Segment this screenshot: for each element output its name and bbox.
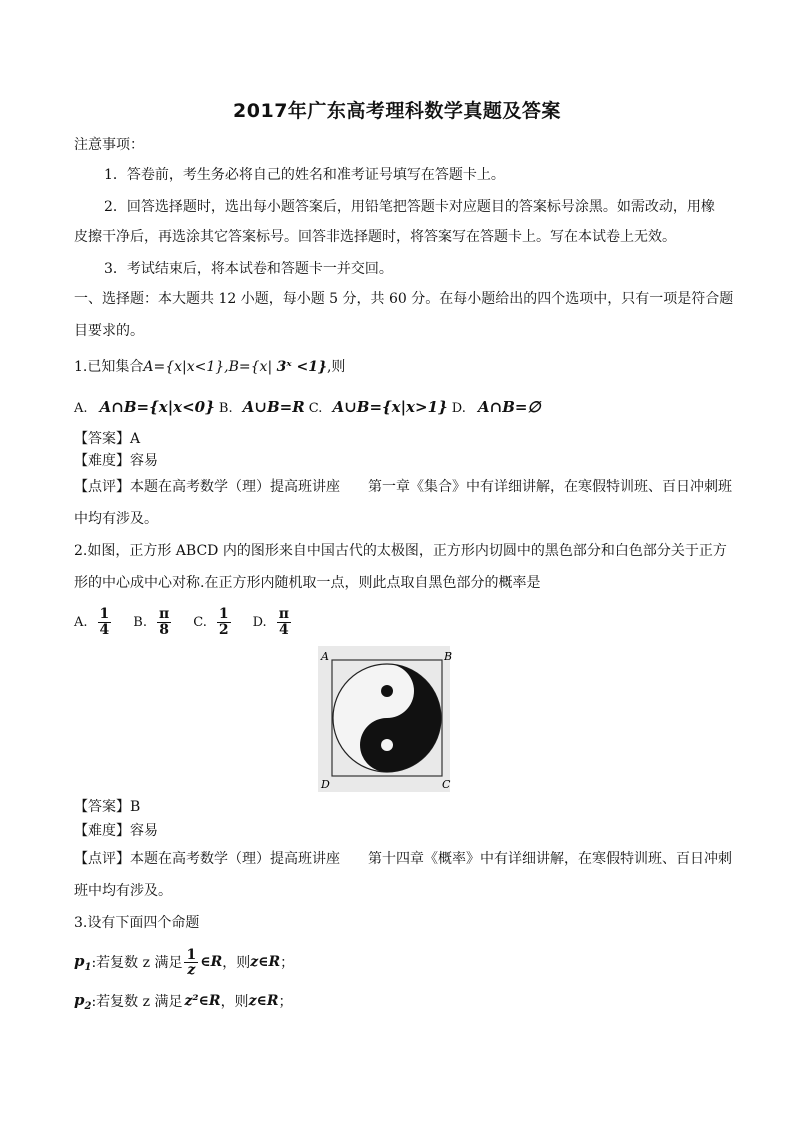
taiji-symbol [333,664,441,772]
q2-comment-line-1: 【点评】本题在高考数学（理）提高班讲座 第十四章《概率》中有详细讲解，在寒假特训班、百日冲刺 [74,851,732,867]
q2-stem-line-2: 形的中心成中心对称.在正方形内随机取一点，则此点取自黑色部分的概率是 [74,575,541,591]
proposition-index: 2 [84,1000,92,1012]
fraction-denominator: z [187,961,196,978]
notice-item-2-line-2: 皮擦干净后，再选涂其它答案标号。回答非选择题时，将答案写在答题卡上。写在本试卷上无效。 [74,229,676,245]
q2-answer: 【答案】B [74,799,141,815]
q1-stem-suffix: ,则 [326,359,346,375]
reciprocal-fraction [184,948,198,977]
q1-comment-line-1: 【点评】本题在高考数学（理）提高班讲座 第一章《集合》中有详细讲解，在寒假特训班、百日冲刺班 [74,479,732,495]
q1-stem-prefix: 1.已知集合 [74,359,144,375]
q1-option-d: A∩B=∅ [478,398,541,416]
proposition-then: ，则 [220,994,249,1010]
q1-option-a: A∩B={x|x<0} [99,398,215,416]
fraction-numerator: 1 [186,946,197,963]
q1-set-b-math: 3ˣ <1} [276,359,327,375]
q3-proposition-1 [74,942,294,982]
page-title: 2017年广东高考理科数学真题及答案 [233,100,561,122]
q2-option-fraction [157,607,171,638]
q2-option-d [253,607,291,638]
q2-option-fraction [217,607,231,638]
fraction-numerator: 1 [99,605,110,622]
q2-stem-line-1: 2.如图，正方形 ABCD 内的图形来自中国古代的太极图，正方形内切圆中的黑色部分和白色部分关于正方 [74,543,727,559]
proposition-conclusion: z∈R [248,993,279,1009]
fraction-numerator: π [158,605,170,622]
proposition-end: ； [280,955,295,971]
vertex-label-b: B [444,650,453,663]
fraction-denominator: 2 [218,621,229,638]
notice-heading: 注意事项： [74,137,144,153]
q1-options [74,398,724,418]
q3-stem: 3.设有下面四个命题 [74,915,200,931]
q1-option-b-label: B. [218,401,233,416]
fraction-numerator: π [278,605,289,622]
taiji-figure [318,646,453,792]
q1-set-b-prefix: B={x| [228,359,273,375]
q1-option-a-label: A. [74,401,88,416]
fraction-denominator: 4 [99,621,110,638]
q1-option-c-label: C. [308,401,323,416]
q2-option-label: D. [252,614,267,630]
q1-option-c: A∪B={x|x>1} [332,398,448,416]
q2-options [74,604,313,640]
proposition-end: ； [278,994,293,1010]
q2-option-label: C. [193,614,207,630]
q2-comment-line-2: 班中均有涉及。 [74,883,172,899]
q1-set-a: A={x|x<1}, [143,359,229,375]
q2-option-c [193,607,230,638]
proposition-name [74,991,91,1012]
q2-option-fraction [98,607,112,638]
proposition-name [74,952,91,973]
proposition-text: :若复数 z 满足 [91,955,183,971]
proposition-then: ，则 [222,955,251,971]
q1-option-d-label: D. [451,401,466,416]
q3-proposition-2 [74,988,293,1014]
proposition-letter: p [74,951,85,970]
q2-option-b [133,607,171,638]
q2-option-a [74,607,111,638]
white-dot [381,739,393,751]
notice-item-3: 3．考试结束后，将本试卷和答题卡一并交回。 [104,261,393,277]
proposition-condition: z²∈R [184,993,221,1009]
q1-answer: 【答案】A [74,431,141,447]
section-heading-line-1: 一、选择题：本大题共 12 小题，每小题 5 分，共 60 分。在每小题给出的四个选项中，只有一项是符合题 [74,291,734,307]
q1-option-b: A∪B=R [242,398,305,416]
notice-item-2-line-1: 2．回答选择题时，选出每小题答案后，用铅笔把答题卡对应题目的答案标号涂黑。如需改动，用橡 [104,199,715,215]
proposition-condition: ∈R [200,954,223,970]
q1-difficulty: 【难度】容易 [74,453,158,469]
q2-difficulty: 【难度】容易 [74,823,158,839]
proposition-letter: p [74,990,85,1009]
q2-option-label: B. [133,614,147,630]
section-heading-line-2: 目要求的。 [74,323,144,339]
q2-option-label: A. [74,614,88,630]
vertex-label-a: A [321,650,329,663]
q1-comment-line-2: 中均有涉及。 [74,511,158,527]
vertex-label-c: C [442,778,451,791]
proposition-index: 1 [84,961,92,973]
vertex-label-d: D [321,778,330,791]
proposition-text: :若复数 z 满足 [91,994,183,1010]
proposition-conclusion: z∈R [250,954,281,970]
notice-item-1: 1．答卷前，考生务必将自己的姓名和准考证号填写在答题卡上。 [104,167,505,183]
fraction-denominator: 8 [159,621,169,638]
black-dot [381,685,393,697]
fraction-numerator: 1 [218,605,229,622]
q2-option-fraction [277,607,291,638]
fraction-denominator: 4 [278,621,289,638]
q1-stem [74,358,724,376]
